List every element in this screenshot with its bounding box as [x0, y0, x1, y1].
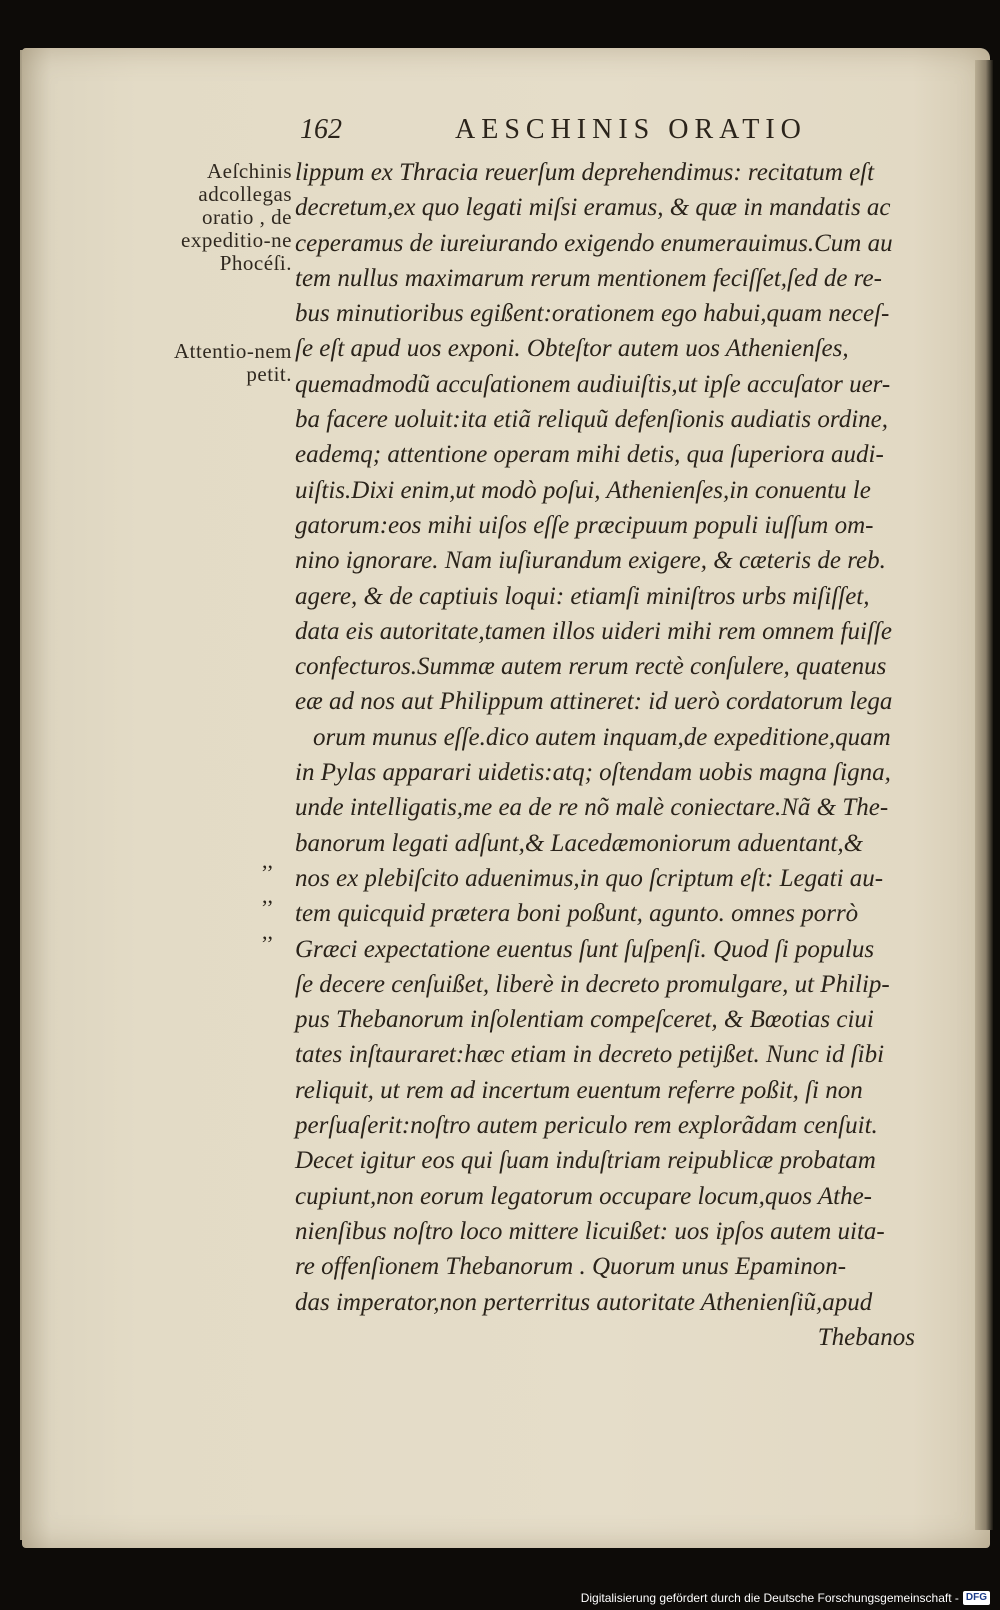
dfg-logo: DFG	[963, 1591, 990, 1605]
marginal-note-1: Aeſchinis adcollegas oratio , de expeditio-ne Phocéſi.	[181, 159, 292, 275]
text-line: uiſtis.Dixi enim,ut modò poſui, Athenienſes,in conuentu le	[295, 476, 871, 504]
text-line: lippum ex Thracia reuerſum deprehendimus: recitatum eſt	[295, 159, 875, 186]
catchword: Thebanos	[817, 1323, 915, 1351]
text-line: tates inſtauraret:hæc etiam in decreto petijßet. Nunc id ſibi	[295, 1041, 885, 1069]
page-number: 162	[300, 114, 342, 145]
text-line: Græci expectatione euentus ſunt ſuſpenſi. Quod ſi populus	[295, 935, 875, 963]
page-header	[0, 114, 1000, 154]
text-line: decretum,ex quo legati miſsi eramus, & quæ in mandatis ac	[295, 194, 891, 222]
text-line: in Pylas apparari uidetis:atq; oſtendam uobis magna ſigna,	[295, 759, 891, 787]
text-line: quemadmodũ accuſationem audiuiſtis,ut ipſe accuſator uer-	[295, 370, 891, 398]
text-line: ſe decere cenſuißet, liberè in decreto promulgare, ut Philip-	[295, 970, 890, 998]
quote-mark: ,,	[262, 883, 273, 908]
text-line: data eis autoritate,tamen illos uideri mihi rem omnem fuiſſe	[295, 617, 892, 645]
text-line: Decet igitur eos qui ſuam induſtriam reipublicæ probatam	[295, 1147, 876, 1175]
text-line: re offenſionem Thebanorum . Quorum unus Epaminon-	[295, 1253, 847, 1281]
text-line: nos ex plebiſcito aduenimus,in quo ſcriptum eſt: Legati au-	[295, 864, 884, 892]
text-line: nienſibus noſtro loco mittere licuißet: uos ipſos autem uita-	[295, 1217, 885, 1245]
text-line: tem quicquid prætera boni poßunt, agunto. omnes porrò	[295, 900, 859, 928]
quote-mark: ,,	[262, 848, 273, 873]
text-line: eademq; attentione operam mihi detis, qua ſuperiora audi-	[295, 441, 884, 469]
credit-text: Digitalisierung gefördert durch die Deutsche Forschungsgemeinschaft -	[580, 1591, 959, 1605]
text-line: cupiunt,non eorum legatorum occupare locum,quos Athe-	[295, 1182, 872, 1210]
text-line: gatorum:eos mihi uiſos eſſe præcipuum populi iuſſum om-	[295, 511, 874, 539]
text-line: reliquit, ut rem ad incertum euentum referre poßit, ſi non	[295, 1076, 863, 1104]
text-line: das imperator,non perterritus autoritate Athenienſiũ,apud	[295, 1288, 873, 1316]
quote-mark: ,,	[262, 919, 273, 944]
text-line: eæ ad nos aut Philippum attineret: id uerò cordatorum lega	[295, 688, 893, 716]
text-line: unde intelligatis,me ea de re nõ malè coniectare.Nã & The-	[295, 794, 889, 822]
digitization-credit	[581, 1589, 990, 1607]
text-line: perſuaſerit:noſtro autem periculo rem explorãdam cenſuit.	[295, 1112, 878, 1140]
text-line: ſe eſt apud uos exponi. Obteſtor autem uos Athenienſes,	[295, 335, 849, 363]
text-line: pus Thebanorum inſolentiam compeſceret, & Bœotias ciui	[295, 1006, 874, 1034]
page-right-edge	[975, 60, 993, 1530]
text-line: ba facere uoluit:ita etiã reliquũ defenſionis audiatis ordine,	[295, 406, 888, 434]
text-line: banorum legati adſunt,& Lacedæmoniorum aduentant,&	[295, 829, 864, 857]
text-line: agere, & de captiuis loqui: etiamſi miniſtros urbs miſiſſet,	[295, 582, 870, 610]
text-line: nino ignorare. Nam iuſiurandum exigere, & cæteris de reb.	[295, 547, 886, 575]
text-line: orum munus eſſe.dico autem inquam,de expeditione,quam	[313, 723, 891, 751]
body-text	[295, 155, 935, 1355]
text-line: tem nullus maximarum rerum mentionem feciſſet,ſed de re-	[295, 264, 882, 292]
text-line: bus minutioribus egißent:orationem ego habui,quam neceſ-	[295, 300, 890, 328]
text-line: ceperamus de iureiurando exigendo enumerauimus.Cum au	[295, 229, 893, 257]
marginal-note-2: Attentio-nem petit.	[174, 339, 292, 386]
running-head: AESCHINIS ORATIO	[455, 114, 807, 145]
text-line: confecturos.Summæ autem rerum rectè conſulere, quatenus	[295, 653, 887, 681]
